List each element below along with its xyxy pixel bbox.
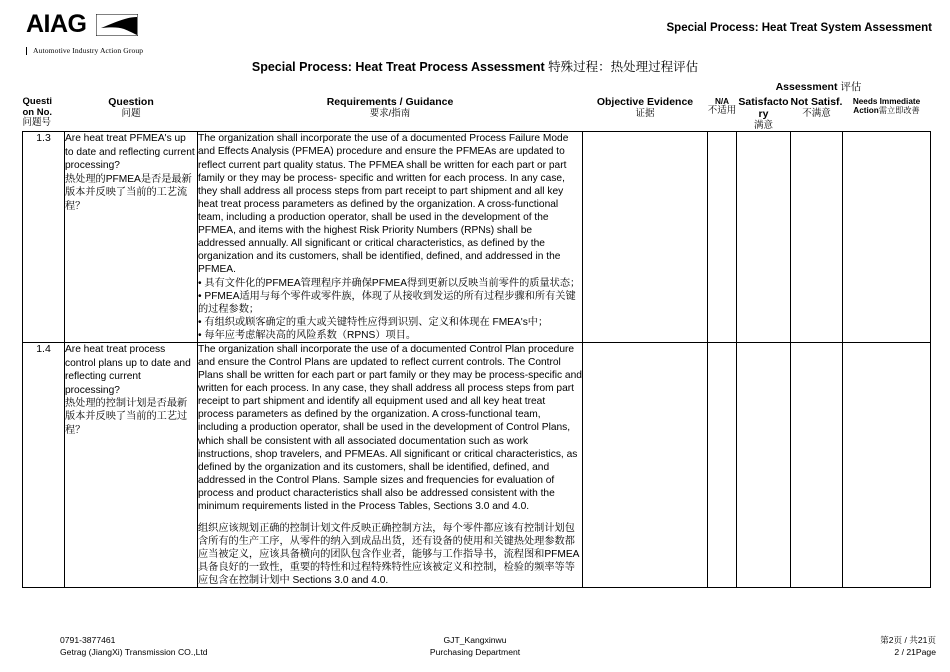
cell-question [65,343,198,588]
footer-author: GJT_Kangxinwu [443,635,507,645]
column-header-na-en: N/A [714,97,730,106]
footer-phone: 0791-3877461 [60,635,116,645]
cell-question [65,132,198,343]
aiag-wordmark: AIAG [26,10,87,38]
column-header-not-satisfactory-en: Not Satisf. [790,96,843,108]
column-header-objective-evidence [583,97,708,132]
column-header-question-no-zh: 问题号 [22,117,52,129]
column-header-objective-evidence-zh: 证据 [635,107,655,119]
footer-department: Purchasing Department [429,647,521,658]
column-header-not-satisfactory [791,97,843,132]
column-header-satisfactory-en: Satisfacto ry [738,96,789,120]
cell-na[interactable] [708,132,737,343]
cell-objective-evidence[interactable] [583,132,708,343]
page-footer [0,634,950,664]
footer-company: Getrag (JiangXi) Transmission CO.,Ltd [60,647,208,658]
requirement-bullet: • PFMEA适用与每个零件或零件族，体现了从接收到发运的所有过程步骤和所有关键的过程参数； [198,290,576,316]
table-row [23,343,931,588]
logo-row [26,12,266,37]
aiag-swoosh-logo-icon [96,14,138,36]
column-header-question-zh: 问题 [121,107,141,119]
page-title [0,57,950,75]
requirement-bullet: 组织应该规划正确的控制计划文件反映正确控制方法，每个零件都应该有控制计划包含所有的生产工序，从零件的纳入到成品出货，还有设备的使用和关键热处理参数都应当被定义，应该具备横向的团队包含作业者，能够与工作指导书，流程图和PFMEA具备良好的一致性，重要的特性和过程特殊特性应该被定义和控制，检验的频率等等应包含在控制计划中 Sections 3.0 and 4.0. [198,522,580,586]
column-header-requirements-en: Requirements / Guidance [326,96,454,108]
cell-objective-evidence[interactable] [583,343,708,588]
cell-question-zh: 热处理的控制计划是否最新版本并反映了当前的工艺过程？ [65,397,188,436]
system-assessment-title: Special Process: Heat Treat System Assessment [666,22,932,34]
column-header-not-satisfactory-zh: 不满意 [802,107,831,119]
column-header-needs-immediate-action-en: Needs Immediate Action需立即改善 [852,97,921,116]
cell-requirements [198,343,583,588]
footer-page-zh: 第2页 / 共21页 [880,635,936,645]
requirement-bullet: • 有组织或顾客确定的重大或关键特性应得到识别、定义和体现在 FMEA's中； [198,317,549,329]
cell-requirements-zh [198,522,582,587]
footer-center [0,634,950,659]
column-header-satisfactory [737,97,791,132]
cell-question-zh: 热处理的PFMEA是否是最新版本并反映了当前的工艺流程？ [65,173,192,212]
cell-not-satisfactory[interactable] [791,343,843,588]
cell-requirements-en: The organization shall incorporate the use of a documented Control Plan procedure and ensure the Control Plans are updated to reflect current controls. The Control Plans shall be written for each part or part family or they may be process-specific and written for each process. In any case, they shall address all process steps from part receipt to part shipment and identify all equipment used and all key heat treat process parameters as defined by the organization. A cross-functional team, including a production operator, shall be used in the development of Control Plans, which shall be consistent with all associated documentation such as work instructions, shop travelers, and PFMEAs. All significant or critical characteristics, as defined by the organization and its customers, shall be identified, defined, and addressed in the Control Plans. Sample sizes and frequencies for evaluation of process and product characteristics shall also be addressed consistent with the minimum requirements listed in the Process Tables, Sections 3.0 and 4.0. [198,344,582,512]
assessment-group-header-en: Assessment [775,81,838,93]
column-header-requirements-zh: 要求/指南 [369,107,411,119]
assessment-group-header [707,82,930,94]
column-header-objective-evidence-en: Objective Evidence [596,96,694,108]
cell-question-en: Are heat treat process control plans up to date and reflecting current processing? [65,344,191,396]
assessment-table [22,97,931,588]
cell-satisfactory[interactable] [737,343,791,588]
cell-needs-immediate-action[interactable] [843,132,931,343]
cell-needs-immediate-action[interactable] [843,343,931,588]
page-header [0,0,950,72]
footer-page-en: 2 / 21Page [894,647,936,658]
cell-satisfactory[interactable] [737,132,791,343]
aiag-tagline: Automotive Industry Action Group [26,47,143,55]
column-header-question [65,97,198,132]
cell-na[interactable] [708,343,737,588]
cell-requirements-en: The organization shall incorporate the use of a documented Process Failure Mode and Effects Analysis (PFMEA) procedure and ensure the PFMEAs are updated to reflect current part quality status. The PFMEA shall be written for each part or part family or they may be process- specific and written for each process. In any case, they shall address all process steps from part receipt to part shipment and all key heat treat process parameters as defined by the organization. A cross-functional team, including a production operator, shall be used in the development of the PFMEA, and items with the highest Risk Priority Numbers (RPNs) shall be addressed annually. All significant or critical characteristics, as defined by the organization and its customers, shall be identified, defined, and addressed in the PFMEA. [198,133,569,275]
assessment-group-header-zh: 评估 [840,81,862,93]
column-header-needs-immediate-action [843,97,931,132]
cell-requirements [198,132,583,343]
table-row [23,132,931,343]
column-header-na-zh: 不适用 [707,105,737,117]
footer-right [880,634,936,659]
aiag-logo-block [26,12,266,58]
cell-requirements-zh [198,277,582,342]
requirement-bullet: • 每年应考虑解决高的风险系数（RPNS）项目。 [198,330,417,342]
cell-question-no: 1.3 [23,132,65,343]
column-header-question-en: Question [108,96,154,108]
cell-question-en: Are heat treat PFMEA's up to date and reflecting current processing? [65,133,195,172]
requirement-bullet: • 具有文件化的PFMEA管理程序并确保PFMEA得到更新以反映当前零件的质量状态； [198,277,581,289]
column-header-requirements [198,97,583,132]
page-title-en: Special Process: Heat Treat Process Assessment [251,60,545,74]
table-header-row [23,97,931,132]
column-header-question-no-en: Questi on No. [22,96,53,118]
column-header-needs-immediate-action-zh: 需立即改善 [878,106,920,116]
page-title-zh: 特殊过程：热处理过程评估 [548,60,699,74]
column-header-question-no [23,97,65,132]
column-header-na [708,97,737,132]
column-header-satisfactory-zh: 满意 [753,119,773,131]
cell-not-satisfactory[interactable] [791,132,843,343]
cell-question-no: 1.4 [23,343,65,588]
assessment-sheet [22,97,930,588]
